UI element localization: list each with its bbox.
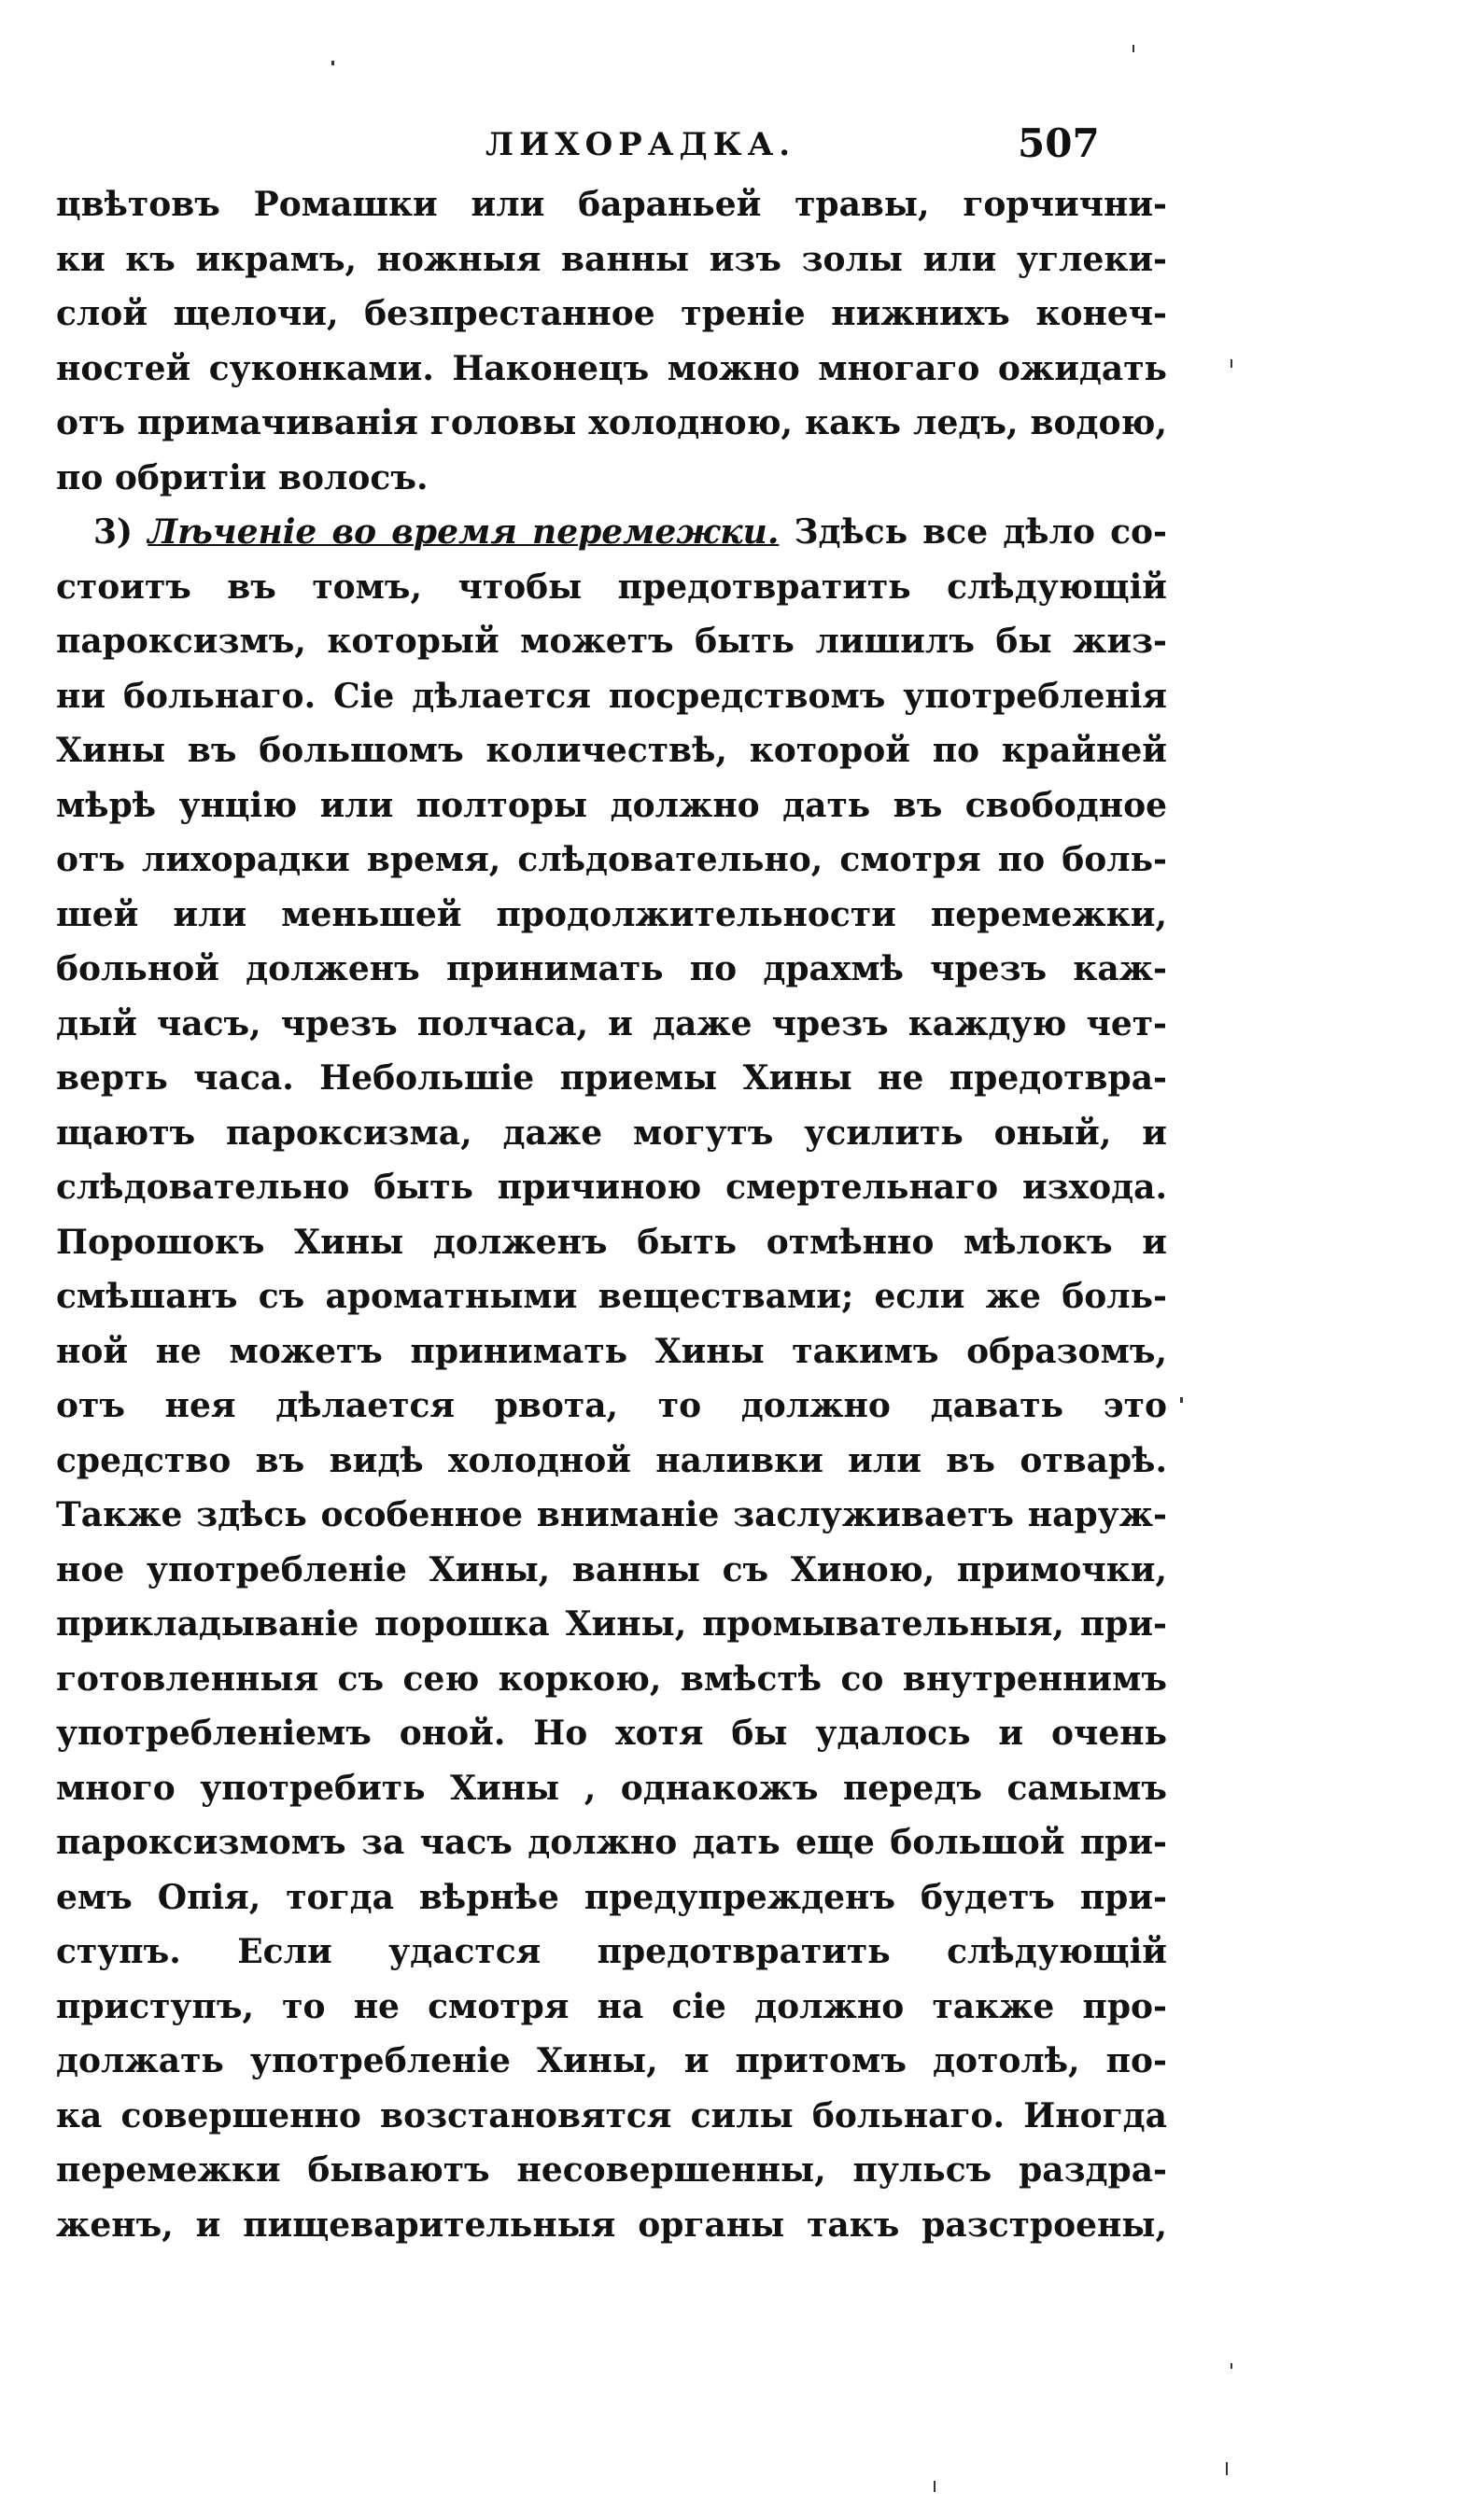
text-line: готовленныя съ сею коркою, вмѣстѣ со внутреннимъ bbox=[56, 1659, 1167, 1699]
text-line: Также здѣсь особенное вниманіе заслуживаетъ наруж- bbox=[56, 1495, 1167, 1534]
text-line: отъ лихорадки время, слѣдовательно, смотря по боль- bbox=[56, 840, 1167, 879]
print-speck bbox=[1226, 2462, 1228, 2475]
text-line: употребленіемъ оной. Но хотя бы удалось и очень bbox=[56, 1714, 1167, 1753]
print-speck bbox=[1132, 45, 1134, 52]
text-line: средство въ видѣ холодной наливки или въ отварѣ. bbox=[56, 1440, 1167, 1480]
section-heading-line bbox=[56, 505, 1167, 560]
section-first-line-rest: Здѣсь все дѣло со- bbox=[794, 512, 1167, 552]
text-line: пароксизмомъ за часъ должно дать еще большой при- bbox=[56, 1823, 1167, 1862]
section-title: Лѣченіе во время перемежки. bbox=[148, 512, 780, 552]
text-line: ной не можетъ принимать Хины такимъ образомъ, bbox=[56, 1331, 1167, 1371]
text-line: слой щелочи, безпрестанное треніе нижнихъ конеч- bbox=[56, 294, 1167, 333]
section-number: 3) bbox=[93, 512, 134, 552]
text-line: ностей суконками. Наконецъ можно многаго ожидать bbox=[56, 348, 1167, 388]
text-line: ка совершенно возстановятся силы больнаго. Иногда bbox=[56, 2095, 1167, 2135]
text-line: женъ, и пищеварительныя органы такъ разстроены, bbox=[56, 2205, 1167, 2245]
body-text bbox=[56, 177, 1167, 2252]
text-line: ни больнаго. Сіе дѣлается посредствомъ употребленія bbox=[56, 676, 1167, 716]
print-speck bbox=[1180, 1397, 1183, 1403]
text-line: должать употребленіе Хины, и притомъ дотолѣ, по- bbox=[56, 2041, 1167, 2080]
text-line: слѣдовательно быть причиною смертельнаго изхода. bbox=[56, 1168, 1167, 1207]
print-speck bbox=[331, 61, 334, 65]
text-line: верть часа. Небольшіе приемы Хины не предотвра- bbox=[56, 1058, 1167, 1098]
text-line: Хины въ большомъ количествѣ, которой по крайней bbox=[56, 731, 1167, 770]
text-line: смѣшанъ съ ароматными веществами; если же боль- bbox=[56, 1277, 1167, 1316]
text-line: больной долженъ принимать по драхмѣ чрезъ каж- bbox=[56, 949, 1167, 988]
text-line: прикладываніе порошка Хины, промывательныя, при- bbox=[56, 1604, 1167, 1644]
text-line: ступъ. Если удастся предотвратить слѣдующій bbox=[56, 1932, 1167, 1971]
print-speck bbox=[1231, 359, 1232, 368]
text-line: ки къ икрамъ, ножныя ванны изъ золы или углеки- bbox=[56, 239, 1167, 279]
text-line: стоитъ въ томъ, чтобы предотвратить слѣдующій bbox=[56, 567, 1167, 607]
text-line: отъ нея дѣлается рвота, то должно давать это bbox=[56, 1386, 1167, 1425]
text-line: щаютъ пароксизма, даже могутъ усилить оный, и bbox=[56, 1113, 1167, 1153]
text-line: дый часъ, чрезъ полчаса, и даже чрезъ каждую чет- bbox=[56, 1003, 1167, 1043]
text-line: мѣрѣ унцію или полторы должно дать въ свободное bbox=[56, 785, 1167, 825]
text-line: приступъ, то не смотря на сіе должно также про- bbox=[56, 1986, 1167, 2026]
text-line: отъ примачиванія головы холодною, какъ ледъ, водою, bbox=[56, 403, 1167, 442]
text-line: цвѣтовъ Ромашки или бараньей травы, горчични- bbox=[56, 185, 1167, 224]
text-line: много употребить Хины , однакожъ передъ самымъ bbox=[56, 1768, 1167, 1808]
text-line: пароксизмъ, который можетъ быть лишилъ бы жиз- bbox=[56, 622, 1167, 661]
running-title: ЛИХОРАДКА. bbox=[485, 126, 796, 163]
text-line: Порошокъ Хины долженъ быть отмѣнно мѣлокъ и bbox=[56, 1222, 1167, 1262]
text-line: по обритіи волосъ. bbox=[56, 457, 429, 497]
text-line: шей или меньшей продолжительности перемежки, bbox=[56, 894, 1167, 934]
print-speck bbox=[934, 2481, 935, 2492]
print-speck bbox=[1231, 2363, 1232, 2369]
page-number: 507 bbox=[1018, 120, 1100, 166]
text-line: емъ Опія, тогда вѣрнѣе предупрежденъ будетъ при- bbox=[56, 1877, 1167, 1917]
running-head bbox=[56, 120, 1176, 166]
text-line: ное употребленіе Хины, ванны съ Хиною, примочки, bbox=[56, 1549, 1167, 1589]
text-line: перемежки бываютъ несовершенны, пульсъ раздра- bbox=[56, 2150, 1167, 2190]
